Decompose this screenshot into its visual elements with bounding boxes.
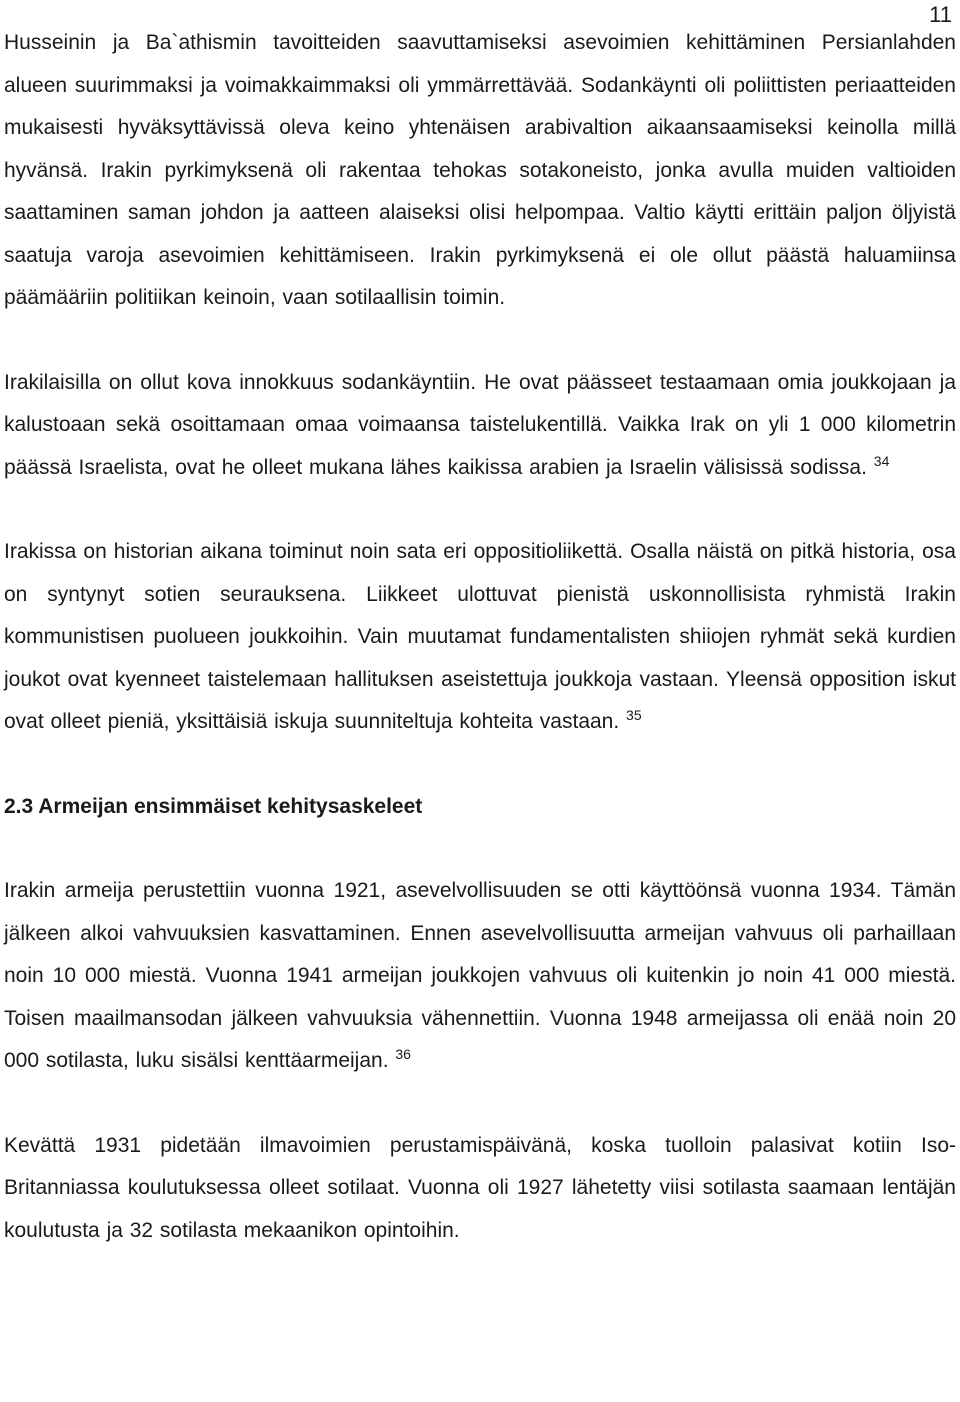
footnote-ref-34: 34 [873, 452, 890, 469]
section-heading: 2.3 Armeijan ensimmäiset kehitysaskeleet [4, 794, 423, 818]
paragraph-5-text: Kevättä 1931 pidetään ilmavoimien perustamispäivänä, koska tuolloin palasivat kotiin Iso-Britanniassa koulutuksessa olleet sotilaat. Vuonna oli 1927 lähetetty viisi sotilasta saamaan lentäjän koulutusta ja 32 sotilasta mekaanikon opintoihin. [4, 1133, 956, 1242]
paragraph-2-text: Irakilaisilla on ollut kova innokkuus sodankäyntiin. He ovat päässeet testaamaan omia joukkojaan ja kalustoaan sekä osoittamaan omaa voimaansa taistelukentillä. Vaikka Irak on yli 1 000 kilometrin päässä Israelista, ovat he olleet mukana lähes kaikissa arabien ja Israelin välisissä sodissa. [4, 370, 956, 479]
paragraph-4-text: Irakin armeija perustettiin vuonna 1921, asevelvollisuuden se otti käyttöönsä vuonna 1934. Tämän jälkeen alkoi vahvuuksien kasvattaminen. Ennen asevelvollisuutta armeijan vahvuus oli parhaillaan noin 10 000 miestä. Vuonna 1941 armeijan joukkojen vahvuus oli kuitenkin jo noin 41 000 miestä. Toisen maailmansodan jälkeen vahvuuksia vähennettiin. Vuonna 1948 armeijassa oli enää noin 20 000 sotilasta, luku sisälsi kenttäarmeijan. [4, 879, 956, 1072]
page-number: 11 [929, 2, 952, 27]
footnote-ref-35: 35 [626, 707, 642, 723]
paragraph-1-text: Husseinin ja Ba`athismin tavoitteiden saavuttamiseksi asevoimien kehittäminen Persianlahden alueen suurimmaksi ja voimakkaimmaksi oli ymmärrettävää. Sodankäynti oli poliittisten periaatteiden mukaisesti hyväksyttävissä oleva keino yhtenäisen arabivaltion aikaansaamiseksi keinolla millä hyvänsä. Irakin pyrkimyksenä oli rakentaa tehokas sotakoneisto, jonka avulla muiden valtioiden saattaminen saman johdon ja aatteen alaiseksi olisi helpompaa. Valtio käytti erittäin paljon öljyistä saatuja varoja asevoimien kehittämiseen. Irakin pyrkimyksenä ei ole ollut päästä haluamiinsa päämääriin politiikan keinoin, vaan sotilaallisin toimin. [4, 31, 956, 309]
document-body [4, 22, 956, 1294]
paragraph-4 [4, 870, 956, 1083]
paragraph-3-text: Irakissa on historian aikana toiminut noin sata eri oppositioliikettä. Osalla näistä on pitkä historia, osa on syntynyt sotien seurauksena. Liikkeet ulottuvat pienistä uskonnollisista ryhmistä Irakin kommunistisen puolueen joukkoihin. Vain muutamat fundamentalisten shiiojen ryhmät sekä kurdien joukot ovat kyenneet taistelemaan hallituksen aseistettuja joukkoja vastaan. Yleensä opposition iskut ovat olleet pieniä, yksittäisiä iskuja suunniteltuja kohteita vastaan. [4, 540, 956, 733]
paragraph-3 [4, 531, 956, 744]
paragraph-5 [4, 1125, 956, 1253]
paragraph-1 [4, 22, 956, 320]
paragraph-2 [4, 362, 956, 490]
footnote-ref-36: 36 [395, 1046, 411, 1062]
